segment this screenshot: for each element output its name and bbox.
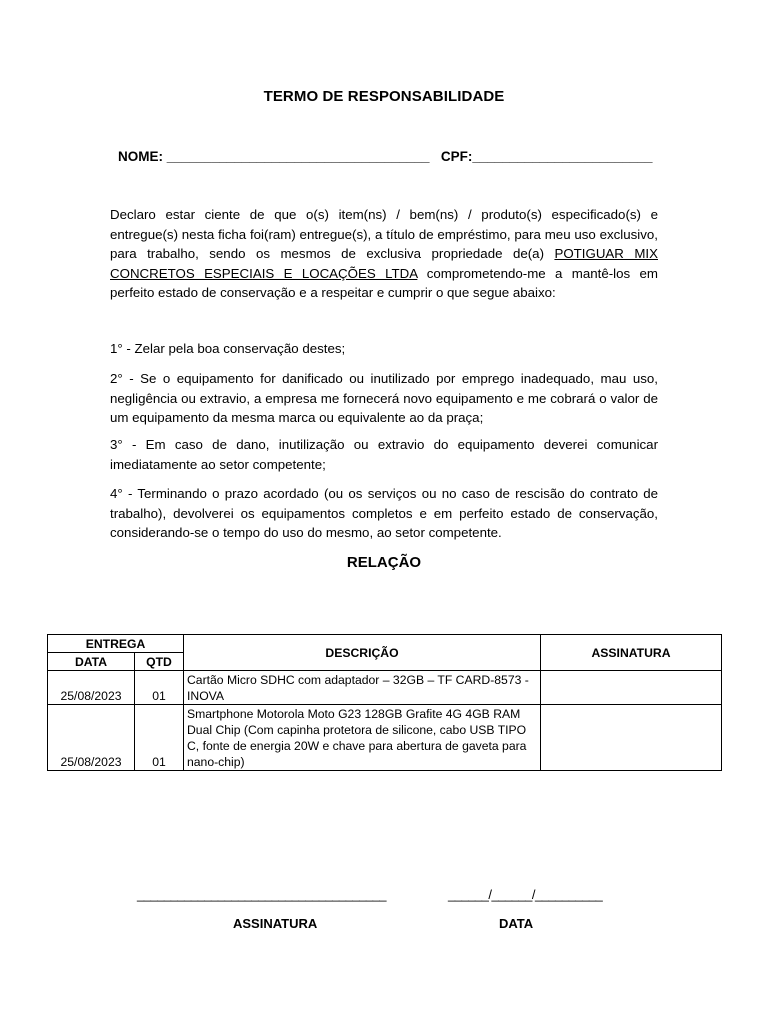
name-cpf-line xyxy=(118,149,653,164)
table-header-row xyxy=(48,635,722,653)
declaration-paragraph xyxy=(110,205,658,303)
row-data: 25/08/2023 xyxy=(48,705,135,771)
declaration-text-2: comprometendo-me a mantê-los em perfeito estado de conservação e a respeitar e cumprir o que segue abaixo: xyxy=(110,265,658,300)
nome-label: NOME: xyxy=(118,149,163,164)
table-row xyxy=(48,705,722,771)
document-title: TERMO DE RESPONSABILIDADE xyxy=(263,88,505,105)
header-data: DATA xyxy=(48,653,135,671)
signature-label: ASSINATURA xyxy=(233,916,318,931)
header-descricao: DESCRIÇÃO xyxy=(184,635,541,671)
row-descricao: Smartphone Motorola Moto G23 128GB Grafite 4G 4GB RAM Dual Chip (Com capinha protetora de silicone, cabo USB TIPO C, fonte de energia 20W e chave para abertura de gaveta para nano-chip) xyxy=(184,705,541,771)
header-qtd: QTD xyxy=(135,653,184,671)
clause-2: 2° - Se o equipamento for danificado ou inutilizado por emprego inadequado, mau uso, negligência ou extravio, a empresa me fornecerá novo equipamento e me cobrará o valor de um equipamento da mesma marca ou equivalente ao da praça; xyxy=(110,371,658,425)
date-line[interactable]: ______/______/__________ xyxy=(448,887,603,902)
company-name: POTIGUAR MIX CONCRETOS ESPECIAIS E LOCAÇÕES LTDA xyxy=(110,246,658,281)
cpf-field[interactable]: ________________________ xyxy=(472,149,653,164)
declaration-text-1: Declaro estar ciente de que o(s) item(ns) / bem(ns) / produto(s) especificado(s) e entregue(s) nesta ficha foi(ram) entregue(s), a título de empréstimo, para meu uso exclusivo, para trabalho, sendo os mesmos de exclusiva propriedade de(a) xyxy=(110,207,658,261)
date-label: DATA xyxy=(499,916,534,931)
row-qtd: 01 xyxy=(135,705,184,771)
row-descricao: Cartão Micro SDHC com adaptador – 32GB – TF CARD-8573 - INOVA xyxy=(184,671,541,705)
clause-3: 3° - Em caso de dano, inutilização ou extravio do equipamento deverei comunicar imediatamente ao setor competente; xyxy=(110,437,658,472)
relacao-title: RELAÇÃO xyxy=(346,554,422,571)
clause-1: 1° - Zelar pela boa conservação destes; xyxy=(110,341,346,356)
signature-line[interactable]: _____________________________________ xyxy=(137,887,387,902)
cpf-label: CPF: xyxy=(440,149,473,164)
table-row xyxy=(48,671,722,705)
nome-field[interactable]: ___________________________________ xyxy=(166,149,430,164)
header-assinatura: ASSINATURA xyxy=(541,635,722,671)
clause-4: 4° - Terminando o prazo acordado (ou os serviços ou no caso de rescisão do contrato de trabalho), devolverei os equipamentos completos e em perfeito estado de conservação, considerando-se o tempo do uso do mesmo, ao setor competente. xyxy=(110,486,658,540)
row-assinatura[interactable] xyxy=(541,671,722,705)
row-assinatura[interactable] xyxy=(541,705,722,771)
header-entrega: ENTREGA xyxy=(48,635,184,653)
items-table xyxy=(47,634,722,771)
row-qtd: 01 xyxy=(135,671,184,705)
row-data: 25/08/2023 xyxy=(48,671,135,705)
